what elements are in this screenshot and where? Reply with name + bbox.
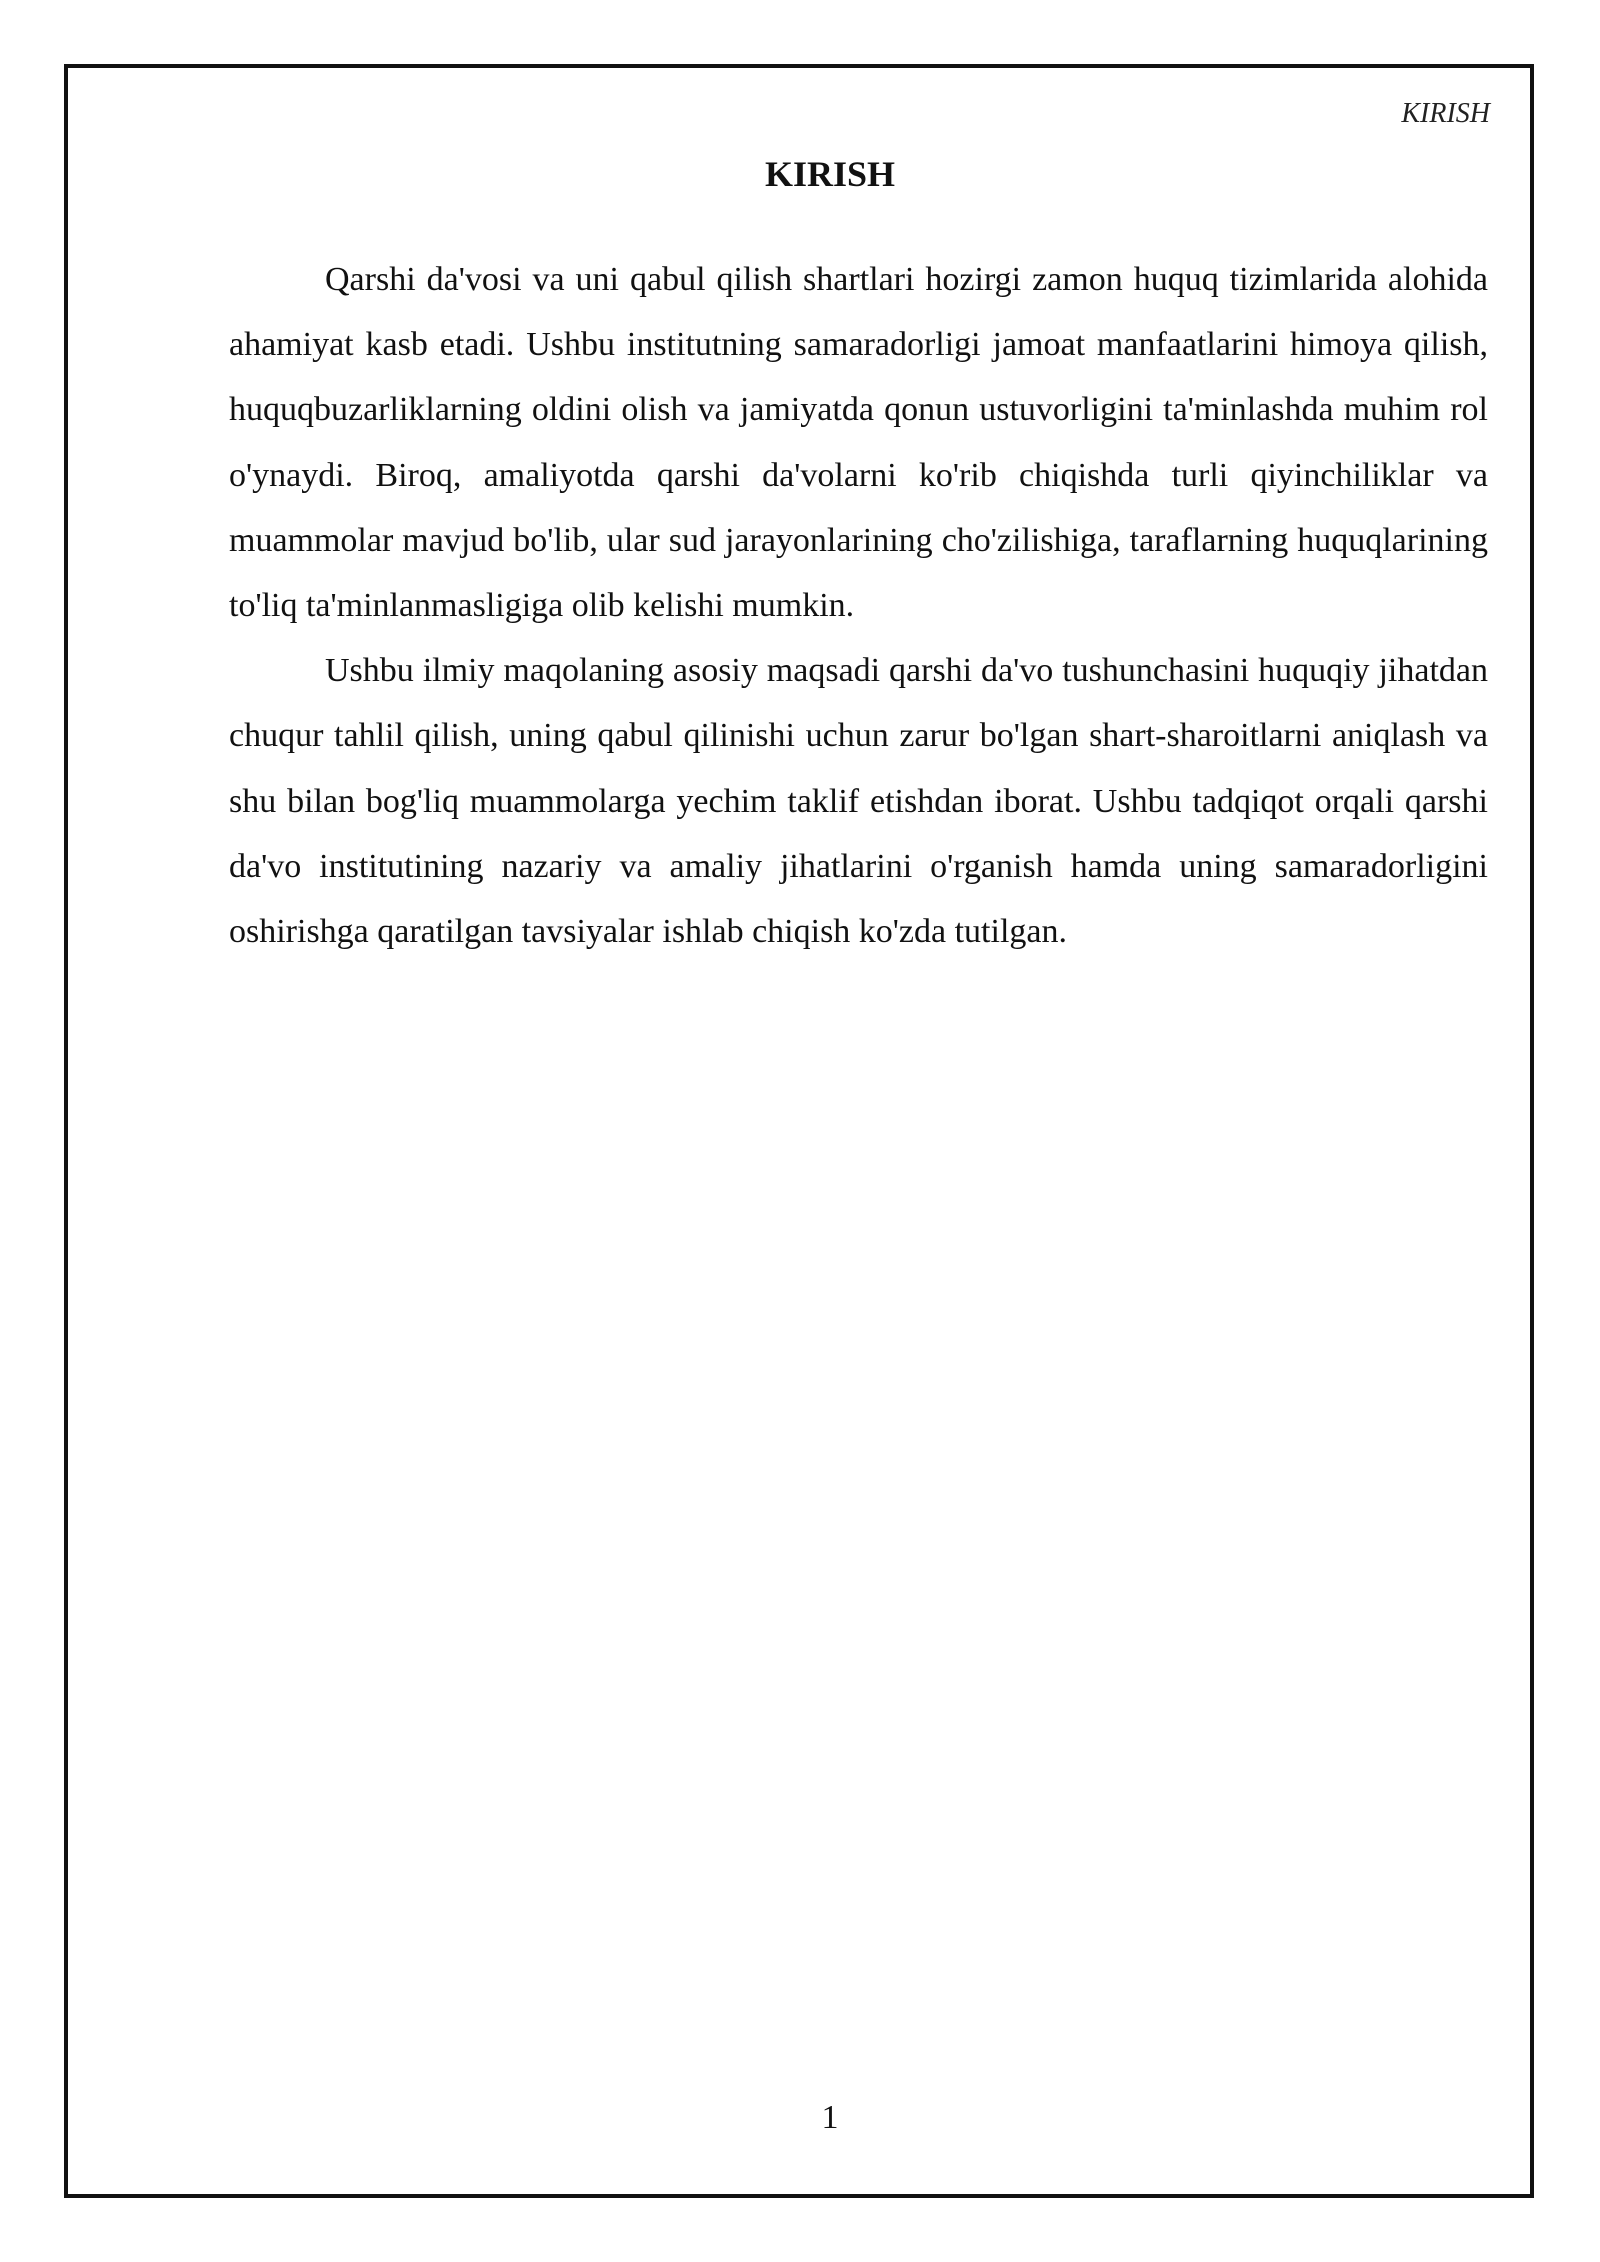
body-text <box>229 247 1488 964</box>
running-header: KIRISH <box>1401 98 1490 129</box>
paragraph-2: Ushbu ilmiy maqolaning asosiy maqsadi qarshi da'vo tushunchasini huquqiy jihatdan chuqur tahlil qilish, uning qabul qilinishi uchun zarur bo'lgan shart-sharoitlarni aniqlash va shu bilan bog'liq muammolarga yechim taklif etishdan iborat. Ushbu tadqiqot orqali qarshi da'vo institutining nazariy va amaliy jihatlarini o'rganish hamda uning samaradorligini oshirishga qaratilgan tavsiyalar ishlab chiqish ko'zda tutilgan. <box>229 652 1488 951</box>
page-number: 1 <box>821 2099 839 2136</box>
paragraph-1: Qarshi da'vosi va uni qabul qilish shartlari hozirgi zamon huquq tizimlarida alohida ahamiyat kasb etadi. Ushbu institutning samaradorligi jamoat manfaatlarini himoya qilish, huquqbuzarliklarning oldini olish va jamiyatda qonun ustuvorligini ta'minlashda muhim rol o'ynaydi. Biroq, amaliyotda qarshi da'volarni ko'rib chiqishda turli qiyinchiliklar va muammolar mavjud bo'lib, ular sud jarayonlarining cho'zilishiga, taraflarning huquqlarining to'liq ta'minlanmasligiga olib kelishi mumkin. <box>229 261 1488 625</box>
page-title: KIRISH <box>764 154 896 194</box>
